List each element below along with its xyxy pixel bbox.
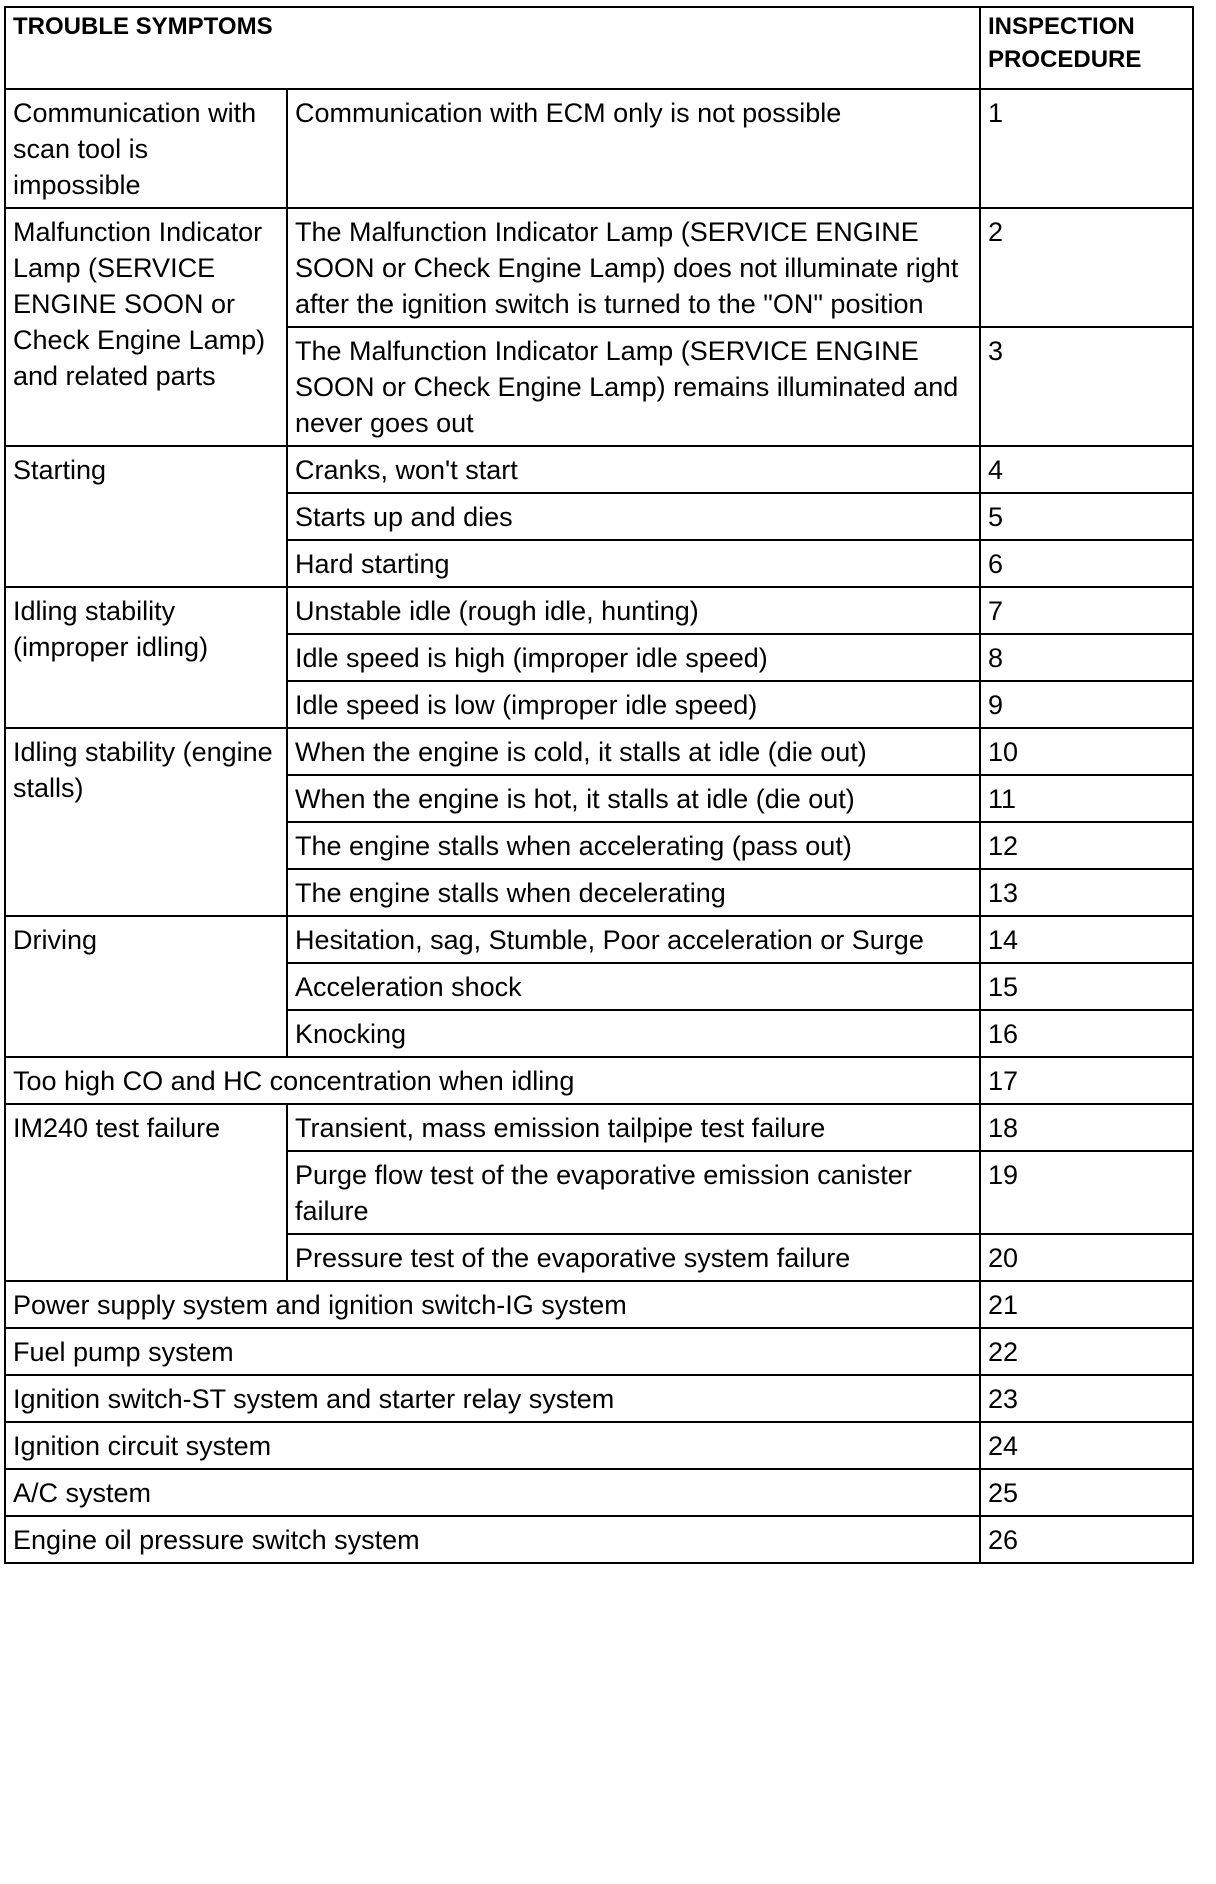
- procedure-number-cell: 1: [980, 89, 1193, 208]
- symptom-cell: Transient, mass emission tailpipe test failure: [287, 1104, 980, 1151]
- symptom-category-cell: Idling stability (engine stalls): [5, 728, 287, 916]
- procedure-number-cell: 5: [980, 493, 1193, 540]
- symptom-cell: Hesitation, sag, Stumble, Poor acceleration or Surge: [287, 916, 980, 963]
- symptom-category-cell: Engine oil pressure switch system: [5, 1516, 980, 1563]
- procedure-number-cell: 6: [980, 540, 1193, 587]
- symptom-category-cell: Too high CO and HC concentration when idling: [5, 1057, 980, 1104]
- procedure-number-cell: 22: [980, 1328, 1193, 1375]
- symptom-cell: Pressure test of the evaporative system failure: [287, 1234, 980, 1281]
- procedure-number-cell: 2: [980, 208, 1193, 327]
- symptom-category-cell: Communication with scan tool is impossible: [5, 89, 287, 208]
- procedure-number-cell: 4: [980, 446, 1193, 493]
- procedure-number-cell: 20: [980, 1234, 1193, 1281]
- procedure-number-cell: 15: [980, 963, 1193, 1010]
- table-row: [5, 1057, 1193, 1104]
- symptom-cell: Starts up and dies: [287, 493, 980, 540]
- table-row: [5, 89, 1193, 208]
- header-row: [5, 7, 1193, 89]
- procedure-number-cell: 21: [980, 1281, 1193, 1328]
- procedure-number-cell: 16: [980, 1010, 1193, 1057]
- symptom-cell: Acceleration shock: [287, 963, 980, 1010]
- table-row: [5, 1281, 1193, 1328]
- table-row: [5, 446, 1193, 493]
- symptom-category-cell: Power supply system and ignition switch-IG system: [5, 1281, 980, 1328]
- procedure-number-cell: 26: [980, 1516, 1193, 1563]
- procedure-number-cell: 24: [980, 1422, 1193, 1469]
- table-row: [5, 1422, 1193, 1469]
- procedure-number-cell: 19: [980, 1151, 1193, 1234]
- symptom-cell: Communication with ECM only is not possible: [287, 89, 980, 208]
- symptom-category-cell: A/C system: [5, 1469, 980, 1516]
- procedure-number-cell: 23: [980, 1375, 1193, 1422]
- table-row: [5, 587, 1193, 634]
- procedure-number-cell: 11: [980, 775, 1193, 822]
- symptom-cell: Hard starting: [287, 540, 980, 587]
- symptom-cell: Idle speed is low (improper idle speed): [287, 681, 980, 728]
- procedure-number-cell: 12: [980, 822, 1193, 869]
- procedure-number-cell: 7: [980, 587, 1193, 634]
- table-row: [5, 916, 1193, 963]
- table-row: [5, 1328, 1193, 1375]
- table-row: [5, 208, 1193, 327]
- procedure-number-cell: 18: [980, 1104, 1193, 1151]
- symptom-cell: Idle speed is high (improper idle speed): [287, 634, 980, 681]
- symptom-cell: Purge flow test of the evaporative emission canister failure: [287, 1151, 980, 1234]
- symptom-cell: The engine stalls when accelerating (pass out): [287, 822, 980, 869]
- symptom-category-cell: Ignition circuit system: [5, 1422, 980, 1469]
- table-header: [5, 7, 1193, 89]
- symptom-category-cell: Driving: [5, 916, 287, 1057]
- table-row: [5, 1104, 1193, 1151]
- symptom-cell: When the engine is cold, it stalls at idle (die out): [287, 728, 980, 775]
- symptom-cell: Knocking: [287, 1010, 980, 1057]
- procedure-number-cell: 3: [980, 327, 1193, 446]
- trouble-symptoms-table: [4, 6, 1194, 1564]
- symptom-category-cell: Starting: [5, 446, 287, 587]
- symptom-cell: Cranks, won't start: [287, 446, 980, 493]
- procedure-number-cell: 9: [980, 681, 1193, 728]
- table-row: [5, 1516, 1193, 1563]
- symptom-category-cell: Ignition switch-ST system and starter relay system: [5, 1375, 980, 1422]
- procedure-number-cell: 13: [980, 869, 1193, 916]
- table-body: [5, 89, 1193, 1563]
- table-row: [5, 1375, 1193, 1422]
- symptom-cell: The Malfunction Indicator Lamp (SERVICE ENGINE SOON or Check Engine Lamp) remains illuminated and never goes out: [287, 327, 980, 446]
- symptom-cell: The engine stalls when decelerating: [287, 869, 980, 916]
- procedure-number-cell: 25: [980, 1469, 1193, 1516]
- table-row: [5, 728, 1193, 775]
- procedure-number-cell: 17: [980, 1057, 1193, 1104]
- symptom-category-cell: Fuel pump system: [5, 1328, 980, 1375]
- header-trouble-symptoms: TROUBLE SYMPTOMS: [5, 7, 980, 89]
- procedure-number-cell: 8: [980, 634, 1193, 681]
- procedure-number-cell: 10: [980, 728, 1193, 775]
- symptom-category-cell: Malfunction Indicator Lamp (SERVICE ENGINE SOON or Check Engine Lamp) and related parts: [5, 208, 287, 446]
- header-inspection-procedure: INSPECTION PROCEDURE: [980, 7, 1193, 89]
- symptom-category-cell: Idling stability (improper idling): [5, 587, 287, 728]
- symptom-cell: When the engine is hot, it stalls at idle (die out): [287, 775, 980, 822]
- table-row: [5, 1469, 1193, 1516]
- symptom-cell: The Malfunction Indicator Lamp (SERVICE ENGINE SOON or Check Engine Lamp) does not illuminate right after the ignition switch is turned to the "ON" position: [287, 208, 980, 327]
- symptom-category-cell: IM240 test failure: [5, 1104, 287, 1281]
- procedure-number-cell: 14: [980, 916, 1193, 963]
- symptom-cell: Unstable idle (rough idle, hunting): [287, 587, 980, 634]
